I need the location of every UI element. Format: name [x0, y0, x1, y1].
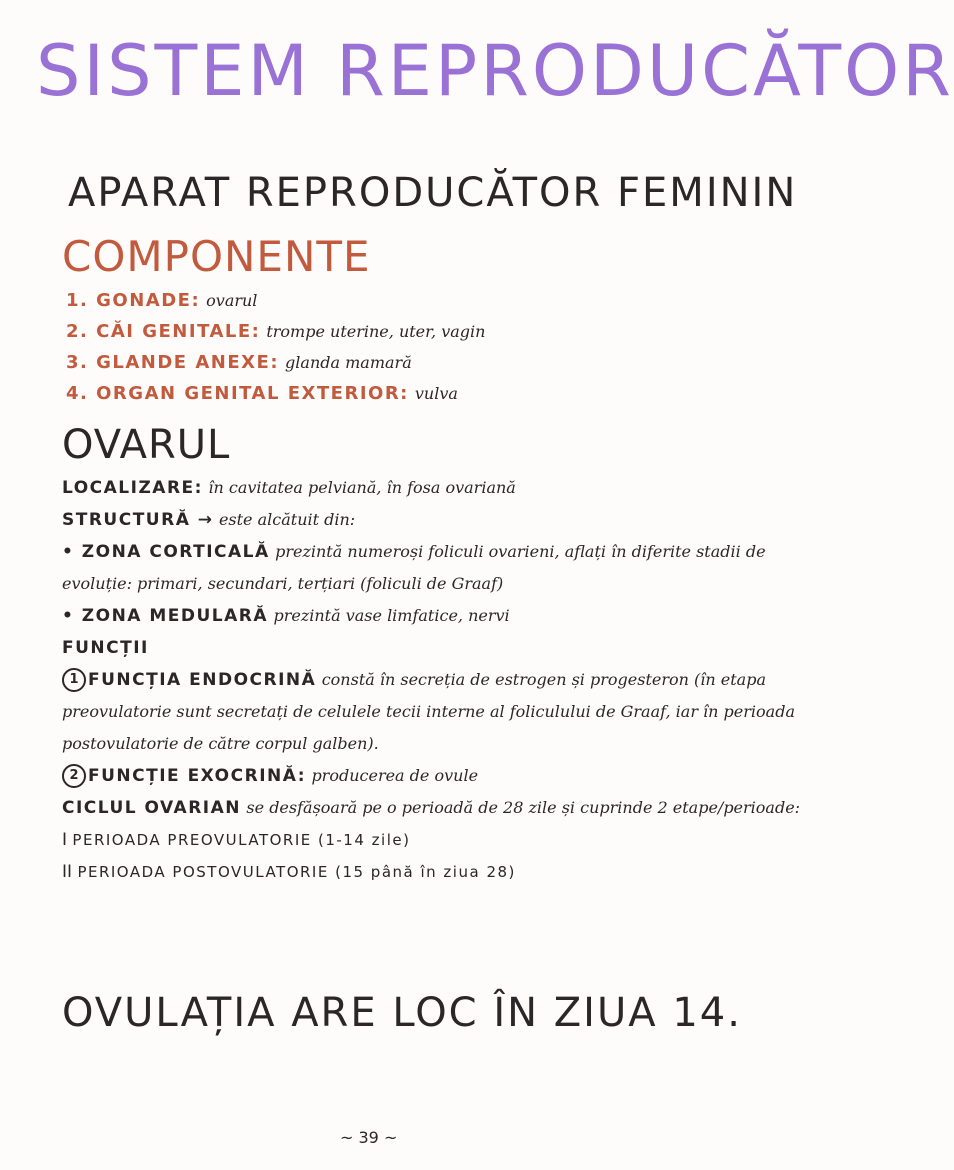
components-list	[66, 286, 485, 410]
ovary-notes	[62, 472, 802, 888]
functie-exocrina-line	[62, 760, 802, 792]
number-circle-icon: 1	[62, 668, 86, 692]
component-label: 4. ORGAN GENITAL EXTERIOR:	[66, 383, 409, 404]
functia-endocrina-label: FUNCȚIA ENDOCRINĂ	[88, 670, 317, 690]
component-value: ovarul	[206, 291, 258, 310]
ciclul-ovarian-block	[62, 792, 802, 824]
zona-medulara-text: prezintă vase limfatice, nervi	[273, 606, 510, 625]
component-value: glanda mamară	[285, 353, 412, 372]
component-label: 1. GONADE:	[66, 290, 201, 311]
number-circle-icon: 2	[62, 764, 86, 788]
ciclul-ovarian-text: se desfășoară pe o perioadă de 28 zile și cuprinde 2 etape/perioade:	[246, 798, 801, 817]
functie-exocrina-label: FUNCȚIE EXOCRINĂ:	[88, 766, 307, 786]
structura-label: STRUCTURĂ →	[62, 510, 214, 530]
component-item	[66, 348, 485, 379]
zona-medulara-line	[62, 600, 802, 632]
component-item	[66, 379, 485, 410]
functii-line	[62, 632, 802, 664]
section-heading: APARAT REPRODUCĂTOR FEMININ	[68, 170, 798, 216]
component-value: trompe uterine, uter, vagin	[266, 322, 486, 341]
localizare-label: LOCALIZARE:	[62, 478, 203, 498]
ovary-heading: OVARUL	[62, 422, 231, 468]
functie-exocrina-text: producerea de ovule	[311, 766, 479, 785]
ovulation-statement: OVULAȚIA ARE LOC ÎN ZIUA 14.	[62, 990, 742, 1036]
component-item	[66, 317, 485, 348]
zona-corticala-block	[62, 536, 802, 600]
perioada-number: I	[62, 830, 68, 850]
functia-endocrina-text: constă în secreția de estrogen și progesteron (în etapa preovulatorie sunt secretați de celulele tecii interne al foliculului de Graaf, iar în perioada postovulatorie de către corpul galben).	[62, 670, 795, 753]
page-title: SISTEM REPRODUCĂTOR	[36, 30, 954, 112]
structura-text: este alcătuit din:	[218, 510, 356, 529]
zona-corticala-text: prezintă numeroși foliculi ovarieni, aflați în diferite stadii de evoluție: primari, secundari, terțiari (foliculi de Graaf)	[62, 542, 766, 593]
zona-corticala-label: • ZONA CORTICALĂ	[62, 542, 270, 562]
perioada-text: PERIOADA POSTOVULATORIE (15 până în ziua 28)	[77, 863, 516, 881]
perioada-item	[62, 824, 802, 856]
functia-endocrina-block	[62, 664, 802, 760]
components-heading: COMPONENTE	[62, 232, 371, 281]
component-label: 2. CĂI GENITALE:	[66, 321, 261, 342]
localizare-text: în cavitatea pelviană, în fosa ovariană	[208, 478, 516, 497]
structura-line	[62, 504, 802, 536]
component-item	[66, 286, 485, 317]
perioada-item	[62, 856, 802, 888]
localizare-line	[62, 472, 802, 504]
functii-label: FUNCȚII	[62, 638, 149, 658]
component-label: 3. GLANDE ANEXE:	[66, 352, 280, 373]
perioada-text: PERIOADA PREOVULATORIE (1-14 zile)	[72, 831, 411, 849]
component-value: vulva	[414, 384, 458, 403]
ciclul-ovarian-label: CICLUL OVARIAN	[62, 798, 242, 818]
perioada-number: II	[62, 862, 73, 882]
page-number: ~ 39 ~	[340, 1128, 398, 1147]
zona-medulara-label: • ZONA MEDULARĂ	[62, 606, 269, 626]
